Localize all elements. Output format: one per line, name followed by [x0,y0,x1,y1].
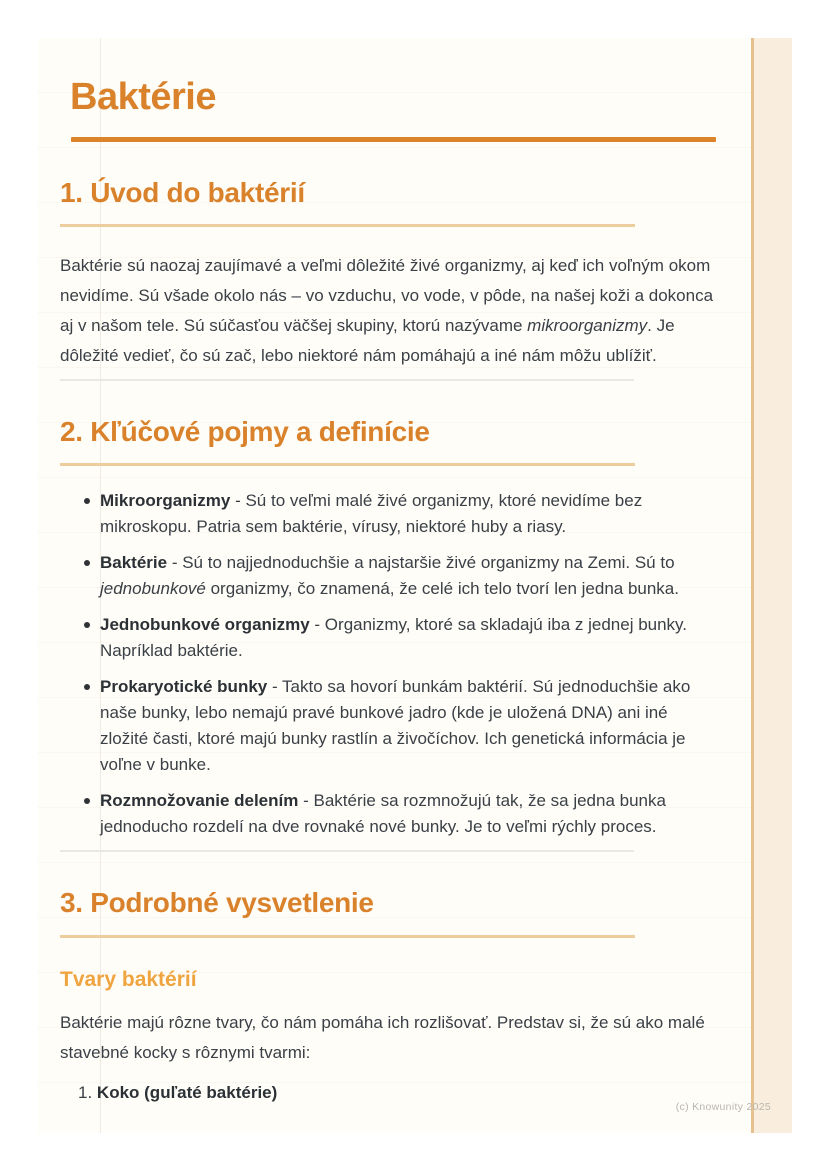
numbered-list-item [78,1080,718,1106]
list-item-text: - Sú to veľmi malé živé organizmy, ktoré nevidíme bez mikroskopu. Patria sem baktérie, vírusy, niektoré huby a riasy. [100,491,643,537]
list-item-text: - Sú to najjednoduchšie a najstaršie živé organizmy na Zemi. Sú to [167,553,675,573]
list-item-term: Baktérie [100,553,168,573]
numbered-item-label: Koko (guľaté baktérie) [96,1082,278,1102]
list-item-term: Rozmnožovanie delením [100,791,299,811]
section-1-paragraph [60,251,718,371]
section-1-heading: 1. Úvod do baktérií [60,175,635,227]
list-item [100,612,718,664]
list-item-term: Mikroorganizmy [100,491,231,511]
list-item-term: Prokaryotické bunky [100,677,268,697]
list-item-text: organizmy, čo znamená, že celé ich telo tvorí len jedna bunka. [205,579,679,599]
document-page [38,38,792,1133]
page-title: Baktérie [70,76,216,118]
copyright-watermark: (c) Knowunity 2025 [675,1101,771,1113]
list-item [100,488,718,540]
section-divider [60,379,634,381]
list-item-text: - Takto sa hovorí bunkám baktérií. Sú jednoduchšie ako naše bunky, lebo nemajú pravé bunkové jadro (kde je uložená DNA) ani iné zložité časti, ktoré majú bunky rastlín a živočíchov. Ich genetická informácia je voľne v bunke. [100,677,691,775]
paragraph-text: . Je dôležité vedieť, čo sú zač, lebo niektoré nám pomáhajú a iné nám môžu ublížiť. [60,315,675,365]
section-2-heading: 2. Kľúčové pojmy a definície [60,414,635,466]
paragraph-italic-text: mikroorganizmy [527,315,648,335]
paragraph-text: Baktérie sú naozaj zaujímavé a veľmi dôležité živé organizmy, aj keď ich voľným okom nevidíme. Sú všade okolo nás – vo vzduchu, vo vode, v pôde, na našej koži a dokonca aj v našom tele. Sú súčasťou väčšej skupiny, ktorú nazývame [60,255,714,335]
section-3-heading: 3. Podrobné vysvetlenie [60,885,635,937]
section-divider [60,850,634,852]
list-item-italic-text: jednobunkové [100,579,206,599]
list-item-text: - Organizmy, ktoré sa skladajú iba z jednej bunky. Napríklad baktérie. [100,615,688,661]
subsection-heading: Tvary baktérií [60,967,197,991]
definition-list [60,488,718,840]
list-item-text: - Baktérie sa rozmnožujú tak, že sa jedna bunka jednoducho rozdelí na dve rovnaké nové bunky. Je to veľmi rýchly proces. [100,791,666,837]
list-item [100,550,718,602]
page-side-band [751,38,792,1133]
list-item [100,674,718,778]
list-item [100,788,718,840]
title-rule [71,137,716,142]
numbered-item-number: 1. [78,1082,93,1102]
section-3-paragraph: Baktérie majú rôzne tvary, čo nám pomáha ich rozlišovať. Predstav si, že sú ako malé stavebné kocky s rôznymi tvarmi: [60,1012,705,1062]
list-item-term: Jednobunkové organizmy [100,615,310,635]
document-content [60,38,718,1106]
